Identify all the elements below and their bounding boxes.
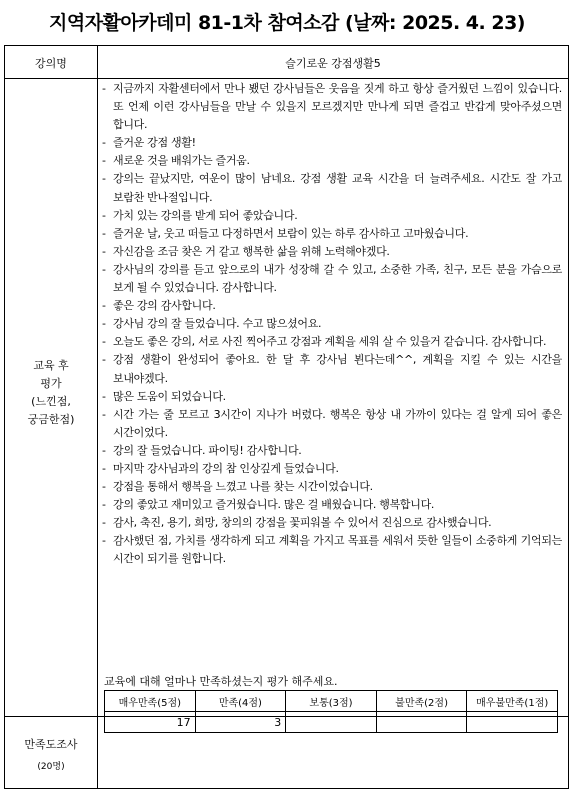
row-divider	[5, 78, 568, 79]
list-item: - 감사했던 점, 가치를 생각하게 되고 계획을 가지고 목표를 세워서 뜻한 일들이 소중하게 기억되는 시간이 되기를 원합니다.	[102, 534, 562, 566]
survey-column-header: 만족(4점)	[195, 691, 286, 712]
survey-value	[376, 712, 467, 733]
list-item: - 자신감을 조금 찾은 거 같고 행복한 삶을 위해 노력해야겠다.	[102, 244, 390, 258]
course-label: 강의명	[35, 57, 67, 70]
list-item: - 시간 가는 줄 모르고 3시간이 지나가 버렸다. 행복은 항상 내 가까이 있다는 걸 알게 되어 좋은 시간이었다.	[102, 407, 562, 439]
survey-column-header: 불만족(2점)	[376, 691, 467, 712]
list-item: - 즐거운 강점 생활!	[102, 136, 196, 150]
list-item: - 강점을 통해서 행복을 느꼈고 나를 찾는 시간이었습니다.	[102, 480, 373, 494]
list-item: - 강의 잘 들었습니다. 파이팅! 감사합니다.	[102, 443, 302, 457]
survey-label: 만족도조사	[24, 738, 78, 751]
survey-value	[467, 712, 558, 733]
survey-table	[104, 690, 558, 733]
list-item: - 강사님 강의 잘 들었습니다. 수고 많으셨어요.	[102, 317, 322, 331]
list-item: - 새로운 것을 배워가는 즐거움.	[102, 154, 250, 168]
survey-question: 교육에 대해 얼마나 만족하셨는지 평가 해주세요.	[104, 675, 338, 688]
course-name: 슬기로운 강점생활5	[285, 57, 381, 70]
comment-list	[102, 80, 562, 569]
list-item: - 많은 도움이 되었습니다.	[102, 389, 226, 403]
list-item: - 강점 생활이 완성되어 좋아요. 한 달 후 강사님 뵌다는데^^, 계획을 지킬 수 있는 시간을 보내야겠다.	[102, 353, 562, 385]
evaluation-label-line: 교육 후	[33, 359, 69, 372]
survey-value	[286, 712, 377, 733]
list-item: - 감사, 축진, 용기, 희망, 창의의 강점을 꽃피워볼 수 있어서 진심으로 감사했습니다.	[102, 516, 492, 530]
list-item: - 강의 좋았고 재미있고 즐거웠습니다. 많은 걸 배웠습니다. 행복합니다.	[102, 498, 435, 512]
survey-column-header: 보통(3점)	[286, 691, 377, 712]
table-row	[105, 691, 558, 712]
list-item: - 지금까지 자활센터에서 만나 뵀던 강사님들은 웃음을 짓게 하고 항상 즐거웠던 느낌이 있습니다. 또 언제 이런 강사님들을 만날 수 있을지 모르겠지만 만나게 되면 즐겁고 반갑게 맞아주셨으면 합니다.	[102, 82, 562, 132]
list-item: - 오늘도 좋은 강의, 서로 사진 찍어주고 강점과 계획을 세워 살 수 있을거 같습니다. 감사합니다.	[102, 335, 547, 349]
survey-value: 3	[195, 712, 286, 733]
list-item: - 강사님의 강의를 듣고 앞으로의 내가 성장해 갈 수 있고, 소중한 가족, 친구, 모든 분을 가슴으로 보게 될 수 있었습니다. 감사합니다.	[102, 262, 562, 295]
list-item: - 가치 있는 강의를 받게 되어 좋았습니다.	[102, 208, 298, 222]
list-item: - 마지막 강사님과의 강의 참 인상깊게 들었습니다.	[102, 461, 339, 475]
list-item: - 강의는 끝났지만, 여운이 많이 남네요. 강점 생활 교육 시간을 더 늘려주세요. 시간도 잘 가고 보람찬 반나절입니다.	[102, 172, 562, 204]
survey-column-header: 매우불만족(1점)	[467, 691, 558, 712]
evaluation-label-line: 평가	[40, 377, 62, 390]
survey-value: 17	[105, 712, 196, 733]
evaluation-label	[5, 357, 97, 429]
column-divider	[97, 46, 98, 788]
table-row	[105, 712, 558, 733]
list-item: - 즐거운 날, 웃고 떠들고 다정하면서 보람이 있는 하루 감사하고 고마웠습니다.	[102, 226, 469, 240]
survey-count: (20명)	[37, 762, 65, 772]
evaluation-label-line: (느낀점,	[31, 395, 71, 408]
list-item: - 좋은 강의 감사합니다.	[102, 299, 216, 313]
survey-column-header: 매우만족(5점)	[105, 691, 196, 712]
page-title: 지역자활아카데미 81-1차 참여소감 (날짜: 2025. 4. 23)	[49, 12, 525, 34]
evaluation-label-line: 궁금한점)	[27, 413, 75, 426]
